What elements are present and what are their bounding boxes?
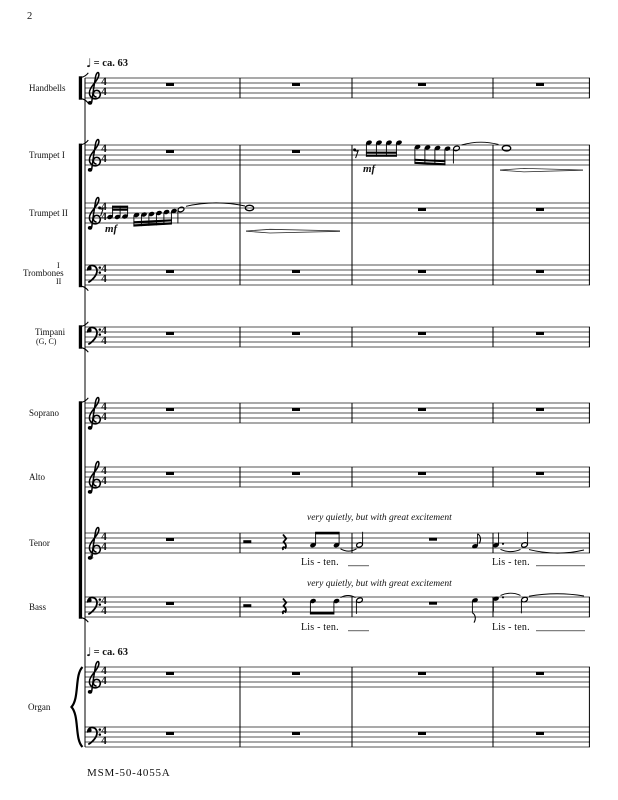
label-alto: Alto <box>29 472 46 482</box>
lyric-bass-1: Lis - ten. <box>301 622 339 633</box>
label-trombones: Trombones <box>23 268 64 278</box>
label-soprano: Soprano <box>29 408 59 418</box>
hairpin <box>246 229 340 233</box>
label-handbells: Handbells <box>29 83 66 93</box>
label-tenor: Tenor <box>29 538 50 548</box>
dynamic-trumpet1: mf <box>363 163 376 175</box>
time-signature: 4 4 <box>101 595 107 617</box>
tie <box>501 593 521 595</box>
tenor-clef-octave: 8 <box>90 553 94 561</box>
direction-bass: very quietly, but with great excitement <box>307 579 452 589</box>
label-trombone-one: I <box>57 261 60 270</box>
lyric-tenor-1: Lis - ten. <box>301 557 339 568</box>
label-trombone-two: II <box>56 277 62 286</box>
staves <box>85 78 590 747</box>
tie <box>186 203 245 206</box>
page-number: 2 <box>27 11 33 22</box>
catalog-number: MSM-50-4055A <box>87 767 171 779</box>
barlines <box>85 78 589 747</box>
time-signature: 4 4 <box>101 263 107 285</box>
time-signature: 4 4 <box>101 465 107 487</box>
time-signature: 4 4 <box>101 325 107 347</box>
tie <box>529 550 584 554</box>
trumpet1-music <box>353 140 583 172</box>
dynamic-trumpet2: mf <box>105 223 118 235</box>
tempo-marking-top: ♩ = ca. 63 <box>86 56 128 70</box>
label-trumpet2: Trumpet II <box>29 208 68 218</box>
label-trumpet1: Trumpet I <box>29 150 65 160</box>
time-signature: 4 4 <box>101 401 107 423</box>
organ-brace <box>72 667 83 747</box>
label-organ: Organ <box>28 702 51 712</box>
measure-rests <box>166 83 544 735</box>
tempo-marking-organ: ♩ = ca. 63 <box>86 645 128 659</box>
tie <box>341 549 357 551</box>
time-signature: 4 4 <box>101 531 107 553</box>
time-signature: 4 4 <box>101 76 107 98</box>
lyric-bass-2: Lis - ten. <box>492 622 530 633</box>
time-signature: 4 4 <box>101 201 107 223</box>
tenor-music <box>243 532 585 566</box>
time-signature: 4 4 <box>101 725 107 747</box>
label-timpani: Timpani <box>35 327 66 337</box>
time-signature: 4 4 <box>101 665 107 687</box>
tie <box>501 549 521 551</box>
time-signature: 4 4 <box>101 143 107 165</box>
direction-tenor: very quietly, but with great excitement <box>307 513 452 523</box>
hairpin <box>500 168 583 172</box>
tie <box>529 594 584 596</box>
tie <box>462 142 499 145</box>
label-timpani-tuning: (G, C) <box>36 337 57 346</box>
label-bass: Bass <box>29 602 47 612</box>
lyric-tenor-2: Lis - ten. <box>492 557 530 568</box>
quarter-note-icon: ♩ <box>86 56 92 70</box>
quarter-note-icon: ♩ <box>86 645 92 659</box>
